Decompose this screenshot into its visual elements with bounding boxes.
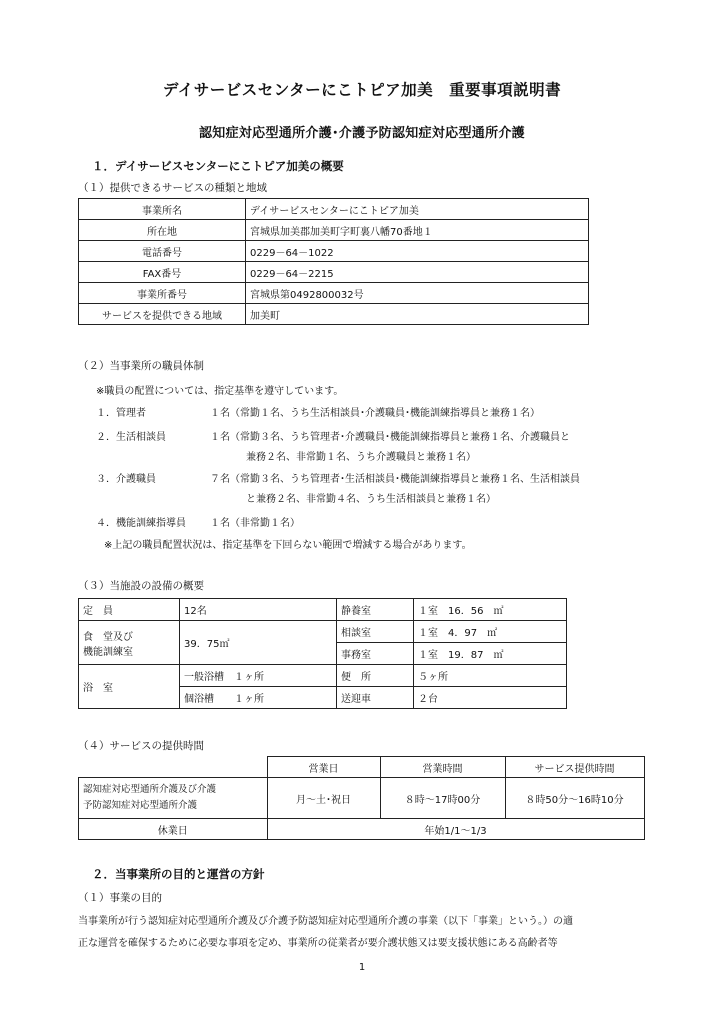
rest-label: 静養室 bbox=[337, 599, 414, 621]
consult-value: １室 4．97 ㎡ bbox=[414, 621, 567, 643]
staff-detail: １名（常勤３名、うち管理者･介護職員･機能訓練指導員と兼務１名、介護職員と bbox=[210, 432, 570, 443]
office-value: １室 19．87 ㎡ bbox=[414, 643, 567, 665]
hours-row-label-line1: 認知症対応型通所介護及び介護 bbox=[83, 784, 217, 795]
service-hours-table bbox=[78, 756, 645, 840]
staff-row bbox=[96, 470, 580, 485]
bath-individual: 個浴槽 １ヶ所 bbox=[180, 687, 337, 709]
hours-time: ８時～17時00分 bbox=[380, 778, 505, 819]
hours-service: ８時50分～16時10分 bbox=[505, 778, 644, 819]
holiday-label: 休業日 bbox=[79, 819, 268, 840]
staff-detail-cont: 兼務２名、非常勤１名、うち介護職員と兼務１名） bbox=[246, 452, 476, 463]
staff-role: ３．介護職員 bbox=[96, 474, 156, 485]
staff-role: １．管理者 bbox=[96, 408, 146, 419]
bath-label: 浴 室 bbox=[79, 665, 180, 709]
page-number: 1 bbox=[358, 962, 366, 973]
staff-detail-cont: と兼務２名、非常勤４名、うち生活相談員と兼務１名） bbox=[246, 494, 496, 505]
section1-sub4: （４）サービスの提供時間 bbox=[78, 740, 204, 752]
hours-head-days: 営業日 bbox=[267, 757, 380, 778]
dining-value: 39．75㎡ bbox=[180, 621, 337, 665]
section1-sub1: （１）提供できるサービスの種類と地域 bbox=[78, 182, 267, 194]
staff-row bbox=[96, 404, 540, 419]
hours-row-label bbox=[79, 778, 268, 819]
table-row bbox=[79, 665, 567, 687]
dining-label-line2: 機能訓練室 bbox=[83, 646, 133, 658]
table-value: 0229－64－2215 bbox=[246, 262, 589, 283]
consult-label: 相談室 bbox=[337, 621, 414, 643]
table-key: 事業所名 bbox=[79, 199, 246, 220]
toilet-value: ５ヶ所 bbox=[414, 665, 567, 687]
hours-days: 月～土･祝日 bbox=[267, 778, 380, 819]
table-row bbox=[79, 819, 645, 840]
table-row bbox=[79, 283, 589, 304]
dining-label-line1: 食 堂及び bbox=[83, 631, 133, 643]
purpose-paragraph-line1: 当事業所が行う認知症対応型通所介護及び介護予防認知症対応型通所介護の事業（以下「事業」という。）の適 bbox=[78, 916, 573, 927]
table-key: 電話番号 bbox=[79, 241, 246, 262]
table-value: 0229－64－1022 bbox=[246, 241, 589, 262]
capacity-value: 12名 bbox=[180, 599, 337, 621]
table-value: デイサービスセンターにこトピア加美 bbox=[246, 199, 589, 220]
section2-heading: ２．当事業所の目的と運営の方針 bbox=[92, 867, 265, 881]
table-key: 所在地 bbox=[79, 220, 246, 241]
table-row bbox=[79, 757, 645, 778]
section1-heading: １．デイサービスセンターにこトピア加美の概要 bbox=[92, 159, 344, 173]
table-key: サービスを提供できる地域 bbox=[79, 304, 246, 325]
hours-blank bbox=[79, 757, 268, 778]
table-value: 宮城県第0492800032号 bbox=[246, 283, 589, 304]
purpose-paragraph-line2: 正な運営を確保するために必要な事項を定め、事業所の従業者が要介護状態又は要支援状態にある高齢者等 bbox=[78, 938, 558, 949]
rest-value: １室 16．56 ㎡ bbox=[414, 599, 567, 621]
staff-row bbox=[96, 514, 300, 529]
section2-sub1: （１）事業の目的 bbox=[78, 892, 162, 904]
table-key: FAX番号 bbox=[79, 262, 246, 283]
table-value: 宮城県加美郡加美町字町裏八幡70番地１ bbox=[246, 220, 589, 241]
staff-detail: １名（常勤１名、うち生活相談員･介護職員･機能訓練指導員と兼務１名） bbox=[210, 408, 540, 419]
staff-row bbox=[96, 428, 570, 443]
document-subtitle: 認知症対応型通所介護･介護予防認知症対応型通所介護 bbox=[198, 126, 525, 141]
service-info-table bbox=[78, 198, 589, 325]
staff-detail: ７名（常勤３名、うち管理者･生活相談員･機能訓練指導員と兼務１名、生活相談員 bbox=[210, 474, 580, 485]
table-row bbox=[79, 778, 645, 819]
car-value: ２台 bbox=[414, 687, 567, 709]
office-label: 事務室 bbox=[337, 643, 414, 665]
section1-sub3: （３）当施設の設備の概要 bbox=[78, 580, 204, 592]
staff-note: ※職員の配置については、指定基準を遵守しています。 bbox=[96, 386, 344, 397]
table-row bbox=[79, 220, 589, 241]
table-row bbox=[79, 599, 567, 621]
hours-head-service: サービス提供時間 bbox=[505, 757, 644, 778]
hours-head-time: 営業時間 bbox=[380, 757, 505, 778]
table-row bbox=[79, 241, 589, 262]
holiday-value: 年始1/1～1/3 bbox=[267, 819, 644, 840]
car-label: 送迎車 bbox=[337, 687, 414, 709]
facility-table bbox=[78, 598, 567, 709]
dining-label bbox=[79, 621, 180, 665]
staff-footer: ※上記の職員配置状況は、指定基準を下回らない範囲で増減する場合があります。 bbox=[104, 540, 472, 551]
document-title: デイサービスセンターにこトピア加美 重要事項説明書 bbox=[162, 81, 562, 99]
staff-role: ２．生活相談員 bbox=[96, 432, 166, 443]
table-row bbox=[79, 262, 589, 283]
bath-general: 一般浴槽 １ヶ所 bbox=[180, 665, 337, 687]
hours-row-label-line2: 予防認知症対応型通所介護 bbox=[83, 800, 198, 811]
staff-role: ４．機能訓練指導員 bbox=[96, 518, 186, 529]
staff-detail: １名（非常勤１名） bbox=[210, 518, 300, 529]
table-row bbox=[79, 199, 589, 220]
capacity-label: 定 員 bbox=[79, 599, 180, 621]
toilet-label: 便 所 bbox=[337, 665, 414, 687]
section1-sub2: （２）当事業所の職員体制 bbox=[78, 360, 204, 372]
table-key: 事業所番号 bbox=[79, 283, 246, 304]
table-value: 加美町 bbox=[246, 304, 589, 325]
table-row bbox=[79, 304, 589, 325]
table-row bbox=[79, 621, 567, 643]
